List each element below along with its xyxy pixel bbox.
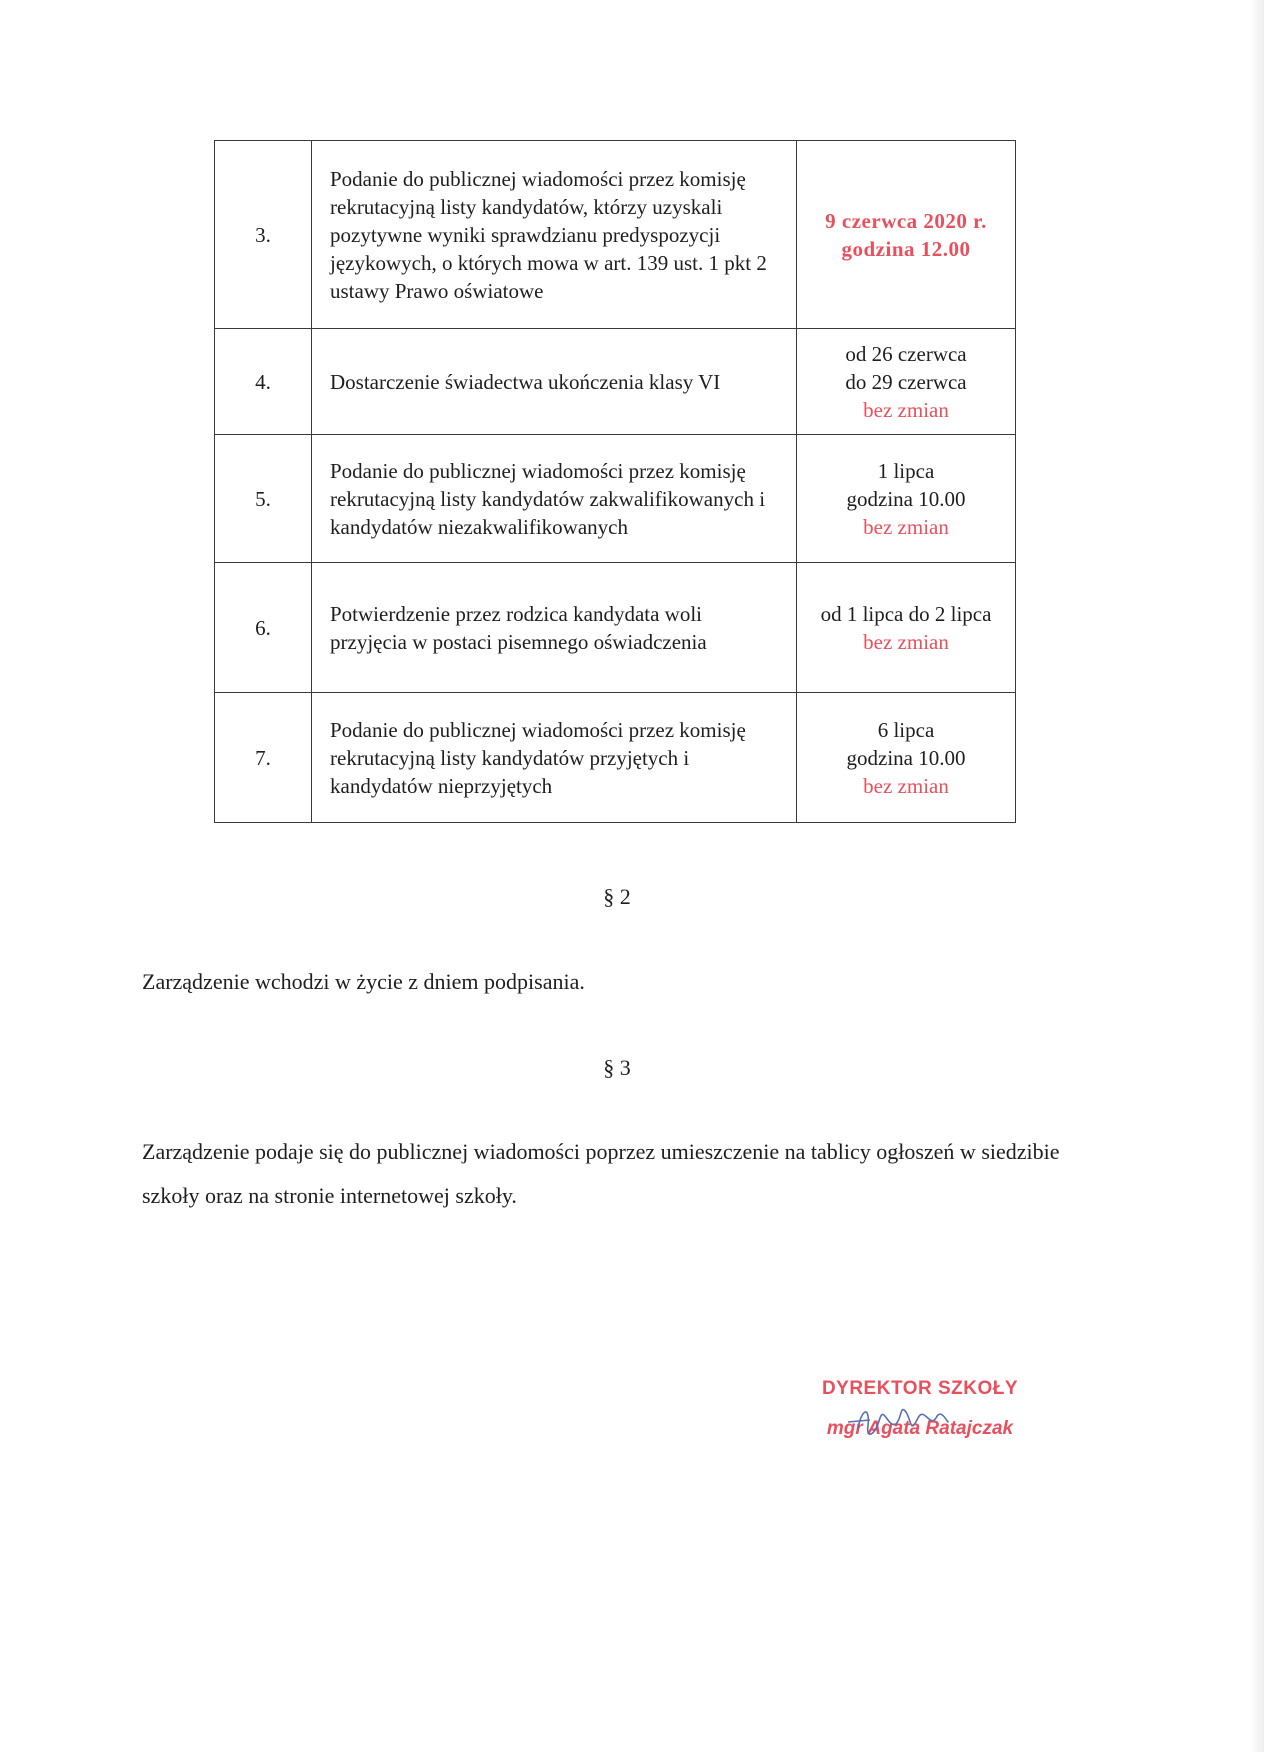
row-description: Podanie do publicznej wiadomości przez komisję rekrutacyjną listy kandydatów przyjętych i kandydatów nieprzyjętych <box>312 693 797 823</box>
row-date <box>797 435 1016 563</box>
row-date <box>797 563 1016 693</box>
section-2-text: Zarządzenie wchodzi w życie z dniem podpisania. <box>142 969 585 994</box>
table-row <box>215 141 1016 329</box>
handwritten-signature <box>840 1388 1000 1448</box>
date-note-red: bez zmian <box>863 397 949 422</box>
date-note-red: godzina 12.00 <box>841 236 971 261</box>
stamp-title: DYREKTOR SZKOŁY <box>821 1378 1019 1399</box>
date-note-red: bez zmian <box>863 773 949 798</box>
table-row <box>215 329 1016 435</box>
schedule-table-body <box>215 141 1016 823</box>
row-date <box>797 329 1016 435</box>
row-description: Potwierdzenie przez rodzica kandydata woli przyjęcia w postaci pisemnego oświadczenia <box>312 563 797 693</box>
stamp-name: mgr Agata Ratajczak <box>826 1418 1014 1439</box>
table-row <box>215 435 1016 563</box>
date-line: od 26 czerwca <box>845 341 967 366</box>
date-line: godzina 10.00 <box>846 486 966 511</box>
table-row <box>215 693 1016 823</box>
row-number: 5. <box>215 435 312 563</box>
row-description: Podanie do publicznej wiadomości przez komisję rekrutacyjną listy kandydatów zakwalifikowanych i kandydatów niezakwalifikowanych <box>312 435 797 563</box>
row-number: 7. <box>215 693 312 823</box>
row-description: Dostarczenie świadectwa ukończenia klasy VI <box>312 329 797 435</box>
section-3-text: Zarządzenie podaje się do publicznej wiadomości poprzez umieszczenie na tablicy ogłoszeń w siedzibie szkoły oraz na stronie internetowej szkoły. <box>142 1139 1060 1208</box>
date-note-red: bez zmian <box>863 514 949 539</box>
date-note-red: 9 czerwca 2020 r. <box>825 208 987 233</box>
row-number: 3. <box>215 141 312 329</box>
scan-edge <box>1250 0 1264 1752</box>
row-description: Podanie do publicznej wiadomości przez komisję rekrutacyjną listy kandydatów, którzy uzyskali pozytywne wyniki sprawdzianu predyspozycji językowych, o których mowa w art. 139 ust. 1 pkt 2 ustawy Prawo oświatowe <box>312 141 797 329</box>
date-line: od 1 lipca do 2 lipca <box>820 601 992 626</box>
row-date <box>797 141 1016 329</box>
row-date <box>797 693 1016 823</box>
section-2-heading: § 2 <box>603 884 631 909</box>
date-line: godzina 10.00 <box>846 745 966 770</box>
date-line: do 29 czerwca <box>845 369 967 394</box>
row-number: 4. <box>215 329 312 435</box>
table-row <box>215 563 1016 693</box>
date-note-red: bez zmian <box>863 629 949 654</box>
date-line: 6 lipca <box>877 717 935 742</box>
schedule-table <box>214 140 1016 823</box>
row-number: 6. <box>215 563 312 693</box>
director-stamp <box>800 1378 1040 1440</box>
section-3-heading: § 3 <box>603 1055 631 1080</box>
date-line: 1 lipca <box>877 458 935 483</box>
